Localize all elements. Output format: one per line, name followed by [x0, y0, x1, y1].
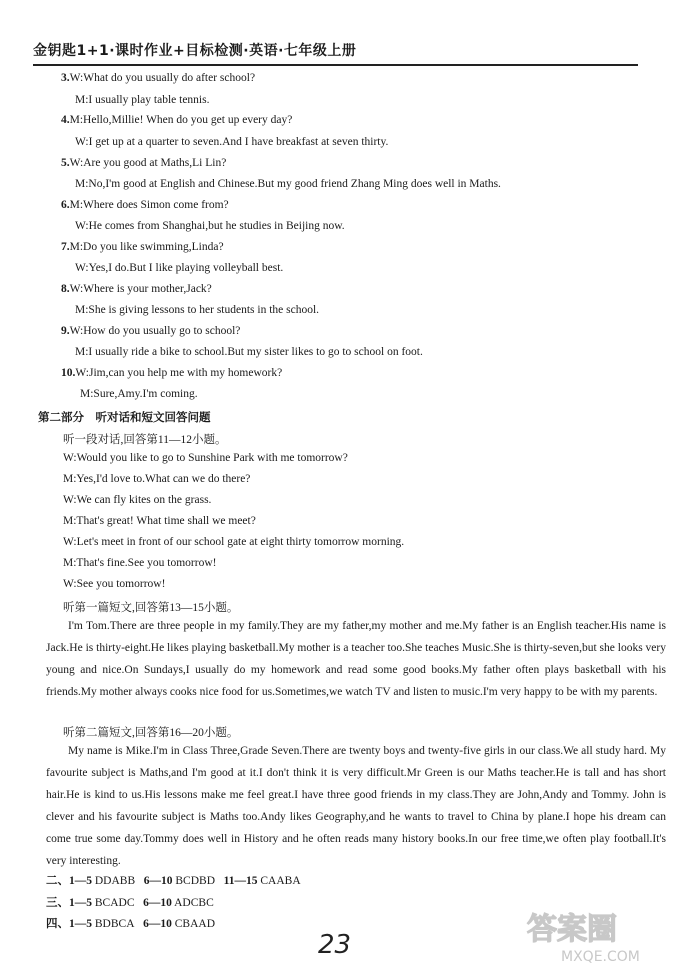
dialogue-5-line-a: 5.W:Are you good at Maths,Li Lin? — [61, 157, 227, 169]
dialogue-3-line-b: M:I usually play table tennis. — [75, 94, 210, 106]
dialogue-10-line-b: M:Sure,Amy.I'm coming. — [80, 388, 198, 400]
dialogue-8-line-a: 8.W:Where is your mother,Jack? — [61, 283, 212, 295]
page-number: 23 — [318, 930, 352, 960]
section-heading: 第二部分 听对话和短文回答问题 — [38, 410, 211, 424]
dialogue-6-line-b: W:He comes from Shanghai,but he studies in Beijing now. — [75, 220, 345, 232]
dialogue-8-line-b: M:She is giving lessons to her students in the school. — [75, 304, 320, 316]
svg-text:MXQE.COM: MXQE.COM — [561, 949, 640, 965]
part2-intro: 听一段对话,回答第11—12小题。 — [63, 434, 227, 446]
conversation-line: W:See you tomorrow! — [63, 578, 166, 590]
conversation-line: W:Let's meet in front of our school gate at eight thirty tomorrow morning. — [63, 536, 405, 548]
dialogue-9-line-b: M:I usually ride a bike to school.But my sister likes to go to school on foot. — [75, 346, 423, 358]
dialogue-7-line-b: W:Yes,I do.But I like playing volleyball best. — [75, 262, 284, 274]
dialogue-9-line-a: 9.W:How do you usually go to school? — [61, 325, 241, 337]
answer-row: 二、1—5 DDABB 6—10 BCDBD 11—15 CAABA — [46, 875, 301, 887]
dialogue-7-line-a: 7.M:Do you like swimming,Linda? — [61, 241, 224, 253]
svg-text:答案圈: 答案圈 — [527, 912, 617, 947]
conversation-line: M:Yes,I'd love to.What can we do there? — [63, 473, 251, 485]
conversation-line: M:That's fine.See you tomorrow! — [63, 557, 217, 569]
dialogue-10-line-a: 10.W:Jim,can you help me with my homework? — [61, 367, 283, 379]
passage1-intro: 听第一篇短文,回答第13—15小题。 — [63, 602, 239, 614]
dialogue-4-line-a: 4.M:Hello,Millie! When do you get up every day? — [61, 114, 293, 126]
watermark-logo-icon — [509, 897, 669, 967]
dialogue-6-line-a: 6.M:Where does Simon come from? — [61, 199, 229, 211]
page-header: 金钥匙1+1·课时作业+目标检测·英语·七年级上册 — [33, 40, 638, 66]
passage2-intro: 听第二篇短文,回答第16—20小题。 — [63, 727, 239, 739]
dialogue-4-line-b: W:I get up at a quarter to seven.And I have breakfast at seven thirty. — [75, 136, 389, 148]
dialogue-3-line-a: 3.W:What do you usually do after school? — [61, 72, 256, 84]
passage-2: My name is Mike.I'm in Class Three,Grade Seven.There are twenty boys and twenty-five girls in our class.We all study hard. My favourite subject is Maths,and I'm good at it.I don't think it is very difficult.Mr Green is our Maths teacher.He is tall and has short hair.He is kind to us.His lessons make me feel great.I have three good friends in my class.They are John,Andy and Tommy. John is clever and his favourite subject is Maths too.Andy likes Geography,and he wants to travel to China by plane.I hope his dream can come true some day.Tommy does well in History and he often reads many history books.In our free time,we often play football.It's very interesting. — [46, 745, 666, 867]
dialogue-5-line-b: M:No,I'm good at English and Chinese.But my good friend Zhang Ming does well in Maths. — [75, 178, 501, 190]
conversation-line: M:That's great! What time shall we meet? — [63, 515, 256, 527]
conversation-line: W:We can fly kites on the grass. — [63, 494, 212, 506]
answer-row: 三、1—5 BCADC 6—10 ADCBC — [46, 897, 214, 909]
conversation-line: W:Would you like to go to Sunshine Park with me tomorrow? — [63, 452, 348, 464]
answer-row: 四、1—5 BDBCA 6—10 CBAAD — [46, 918, 216, 930]
passage-1: I'm Tom.There are three people in my family.They are my father,my mother and me.My father is an English teacher.His name is Jack.He is thirty-eight.He likes playing basketball.My mother is a teacher too.She teaches Music.She is thirty-seven,but she looks very young and nice.On Sundays,I usually do my homework and read some good books.My father often plays basketball with his friends.My mother always cooks nice food for us.Sometimes,we watch TV and listen to music.I'm very happy to be with my parents. — [46, 620, 666, 698]
